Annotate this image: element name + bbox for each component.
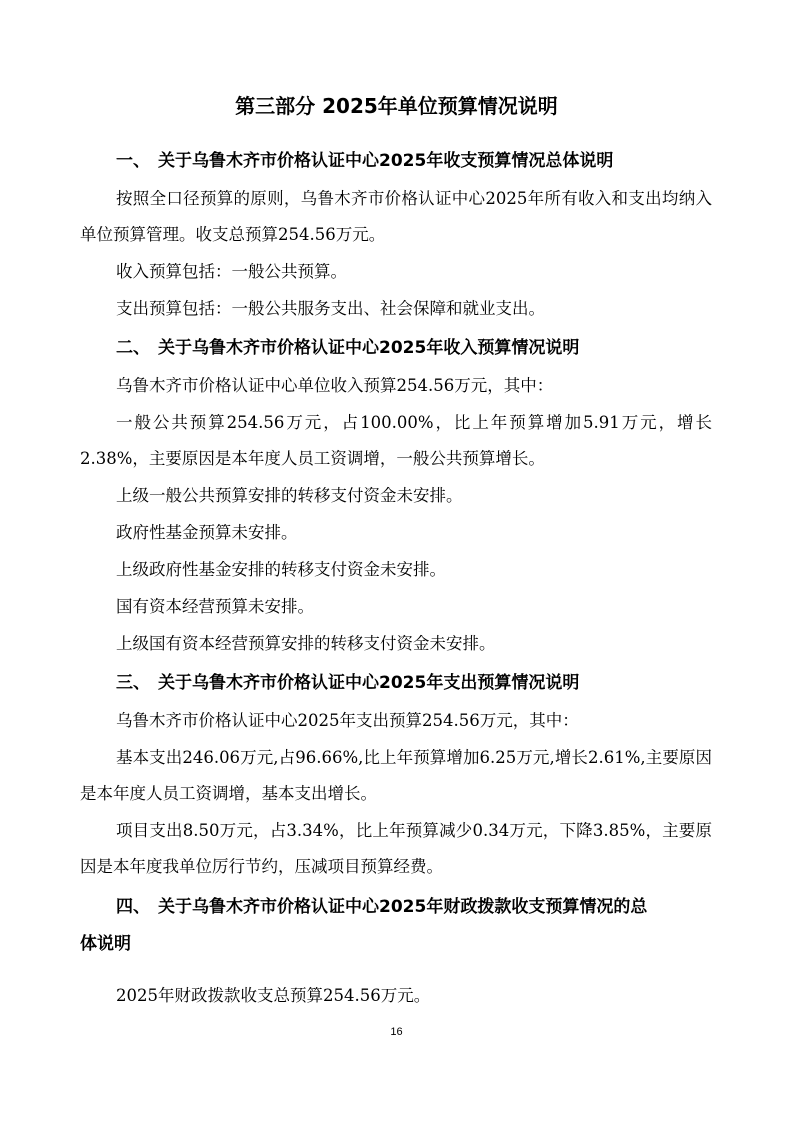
paragraph: 一般公共预算254.56万元，占100.00%，比上年预算增加5.91万元，增长2.38%，主要原因是本年度人员工资调增，一般公共预算增长。 — [80, 413, 712, 468]
section-heading-4 — [80, 892, 720, 922]
section-heading-text: 关于乌鲁木齐市价格认证中心2025年财政拨款收支预算情况的总 — [158, 897, 648, 917]
section-number: 一、 — [116, 151, 150, 171]
paragraph: 政府性基金预算未安排。 — [116, 523, 298, 542]
section-heading-text: 关于乌鲁木齐市价格认证中心2025年收入预算情况说明 — [158, 338, 580, 358]
paragraph: 基本支出246.06万元,占96.66%,比上年预算增加6.25万元,增长2.61%,主要原因是本年度人员工资调增，基本支出增长。 — [80, 748, 712, 803]
paragraph: 支出预算包括：一般公共服务支出、社会保障和就业支出。 — [116, 299, 545, 318]
paragraph: 乌鲁木齐市价格认证中心单位收入预算254.56万元，其中： — [116, 376, 554, 395]
section-heading-1 — [80, 146, 720, 176]
paragraph: 国有资本经营预算未安排。 — [116, 597, 314, 616]
page-number: 16 — [390, 1026, 403, 1038]
paragraph: 上级一般公共预算安排的转移支付资金未安排。 — [116, 486, 463, 505]
section-number: 三、 — [116, 673, 150, 693]
paragraph: 按照全口径预算的原则，乌鲁木齐市价格认证中心2025年所有收入和支出均纳入单位预算管理。收支总预算254.56万元。 — [80, 189, 712, 244]
section-heading-text: 体说明 — [80, 934, 131, 954]
section-heading-2 — [80, 333, 720, 363]
page-title: 第三部分 2025年单位预算情况说明 — [235, 94, 558, 118]
paragraph: 2025年财政拨款收支总预算254.56万元。 — [116, 986, 431, 1005]
paragraph: 上级政府性基金安排的转移支付资金未安排。 — [116, 560, 446, 579]
section-number: 二、 — [116, 338, 150, 358]
paragraph: 收入预算包括：一般公共预算。 — [116, 262, 347, 281]
section-heading-4-continued — [80, 929, 720, 959]
section-heading-3 — [80, 668, 720, 698]
section-number: 四、 — [116, 897, 150, 917]
paragraph: 上级国有资本经营预算安排的转移支付资金未安排。 — [116, 634, 496, 653]
section-heading-text: 关于乌鲁木齐市价格认证中心2025年收支预算情况总体说明 — [158, 151, 614, 171]
paragraph: 乌鲁木齐市价格认证中心2025年支出预算254.56万元，其中： — [116, 711, 579, 730]
paragraph: 项目支出8.50万元，占3.34%，比上年预算减少0.34万元，下降3.85%，主要原因是本年度我单位厉行节约，压减项目预算经费。 — [80, 821, 712, 876]
section-heading-text: 关于乌鲁木齐市价格认证中心2025年支出预算情况说明 — [158, 673, 580, 693]
